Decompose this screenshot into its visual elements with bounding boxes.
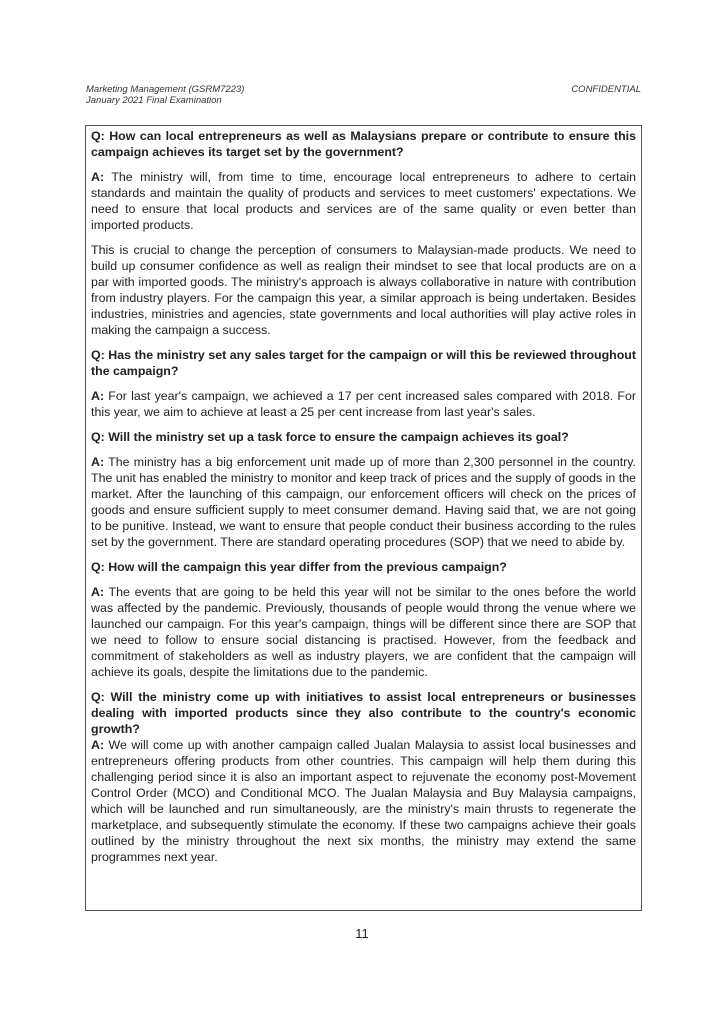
answer-2	[91, 388, 636, 420]
exam-title: January 2021 Final Examination	[86, 95, 222, 106]
answer-label: A:	[91, 389, 105, 403]
answer-label: A:	[91, 170, 105, 184]
answer-text: We will come up with another campaign called Jualan Malaysia to assist local businesses and entrepreneurs offering products from other countries. This campaign will help them during this challenging period since it is also an important aspect to rejuvenate the economy post-Movement Control Order (MCO) and Conditional MCO. The Jualan Malaysia and Buy Malaysia campaigns, which will be launched and run simultaneously, are the ministry's main thrusts to regenerate the marketplace, and subsequently stimulate the economy. If these two campaigns achieve their goals outlined by the ministry throughout the next six months, the ministry may extend the same programmes next year.	[91, 738, 636, 864]
answer-3	[91, 454, 636, 550]
answer-5	[91, 737, 636, 865]
answer-text: The ministry has a big enforcement unit made up of more than 2,300 personnel in the country. The unit has enabled the ministry to monitor and keep track of prices and the supply of goods in the market. After the launching of this campaign, our enforcement officers will check on the prices of goods and ensure sufficient supply to meet consumer demand. Having said that, we are not going to be punitive. Instead, we want to ensure that people conduct their business according to the rules set by the government. There are standard operating procedures (SOP) that we need to abide by.	[91, 455, 636, 549]
answer-text: The events that are going to be held this year will not be similar to the ones before the world was affected by the pandemic. Previously, thousands of people would throng the venue where we launched our campaign. For this year's campaign, things will be different since there are SOP that we need to follow to ensure social distancing is practised. However, from the feedback and commitment of stakeholders as well as industry players, we are confident that the campaign will achieve its goals, despite the limitations due to the pandemic.	[91, 585, 636, 679]
answer-1-paragraph-2: This is crucial to change the perception of consumers to Malaysian-made products. We need to build up consumer confidence as well as realign their mindset to see that local products are on a par with imported goods. The ministry's approach is always collaborative in nature with contribution from industry players. For the campaign this year, a similar approach is being undertaken. Besides industries, ministries and agencies, state governments and local authorities will play active roles in making the campaign a success.	[91, 243, 636, 337]
question-1: Q: How can local entrepreneurs as well as Malaysians prepare or contribute to ensure this campaign achieves its target set by the government?	[91, 129, 636, 159]
answer-label: A:	[91, 738, 105, 752]
confidential-label: CONFIDENTIAL	[571, 84, 641, 95]
question-4: Q: How will the campaign this year differ from the previous campaign?	[91, 560, 507, 574]
answer-1	[91, 169, 636, 233]
page-number: 11	[355, 926, 369, 941]
answer-text: For last year's campaign, we achieved a 17 per cent increased sales compared with 2018. For this year, we aim to achieve at least a 25 per cent increase from last year's sales.	[91, 389, 636, 419]
question-5: Q: Will the ministry come up with initiatives to assist local entrepreneurs or businesses dealing with imported products since they also contribute to the country's economic growth?	[91, 690, 636, 736]
course-title: Marketing Management (GSRM7223)	[86, 84, 245, 95]
document-header-left	[86, 84, 244, 106]
question-2: Q: Has the ministry set any sales target for the campaign or will this be reviewed throughout the campaign?	[91, 348, 636, 378]
answer-label: A:	[91, 455, 105, 469]
answer-4	[91, 584, 636, 680]
answer-text: The ministry will, from time to time, encourage local entrepreneurs to adhere to certain standards and maintain the quality of products and services to meet customers' expectations. We need to ensure that local products and services are of the same quality or even better than imported products.	[91, 170, 636, 232]
question-3: Q: Will the ministry set up a task force to ensure the campaign achieves its goal?	[91, 430, 569, 444]
answer-label: A:	[91, 585, 105, 599]
interview-box	[85, 125, 642, 911]
